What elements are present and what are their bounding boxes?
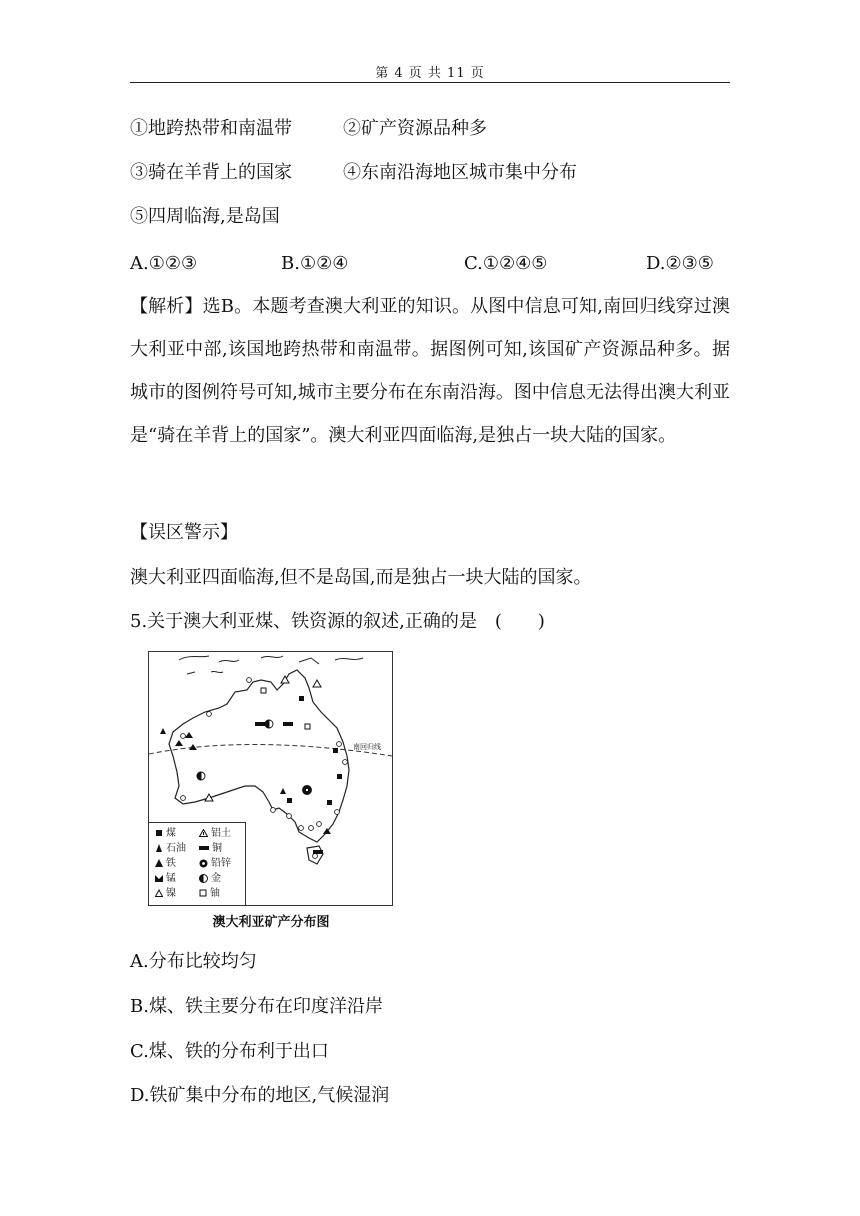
- page-header: 第 4 页 共 11 页: [375, 66, 485, 81]
- q5-option-c[interactable]: C.煤、铁的分布利于出口: [130, 1041, 329, 1062]
- legend-coal: 煤: [155, 827, 176, 840]
- legend-copper: 铜: [199, 842, 222, 855]
- australia-mineral-map: [148, 651, 393, 906]
- statement-3: ③骑在羊背上的国家: [130, 162, 292, 183]
- warning-title: 【误区警示】: [130, 522, 238, 543]
- statement-5: ⑤四周临海,是岛国: [130, 206, 280, 227]
- q4-option-c[interactable]: C.①②④⑤: [464, 253, 548, 274]
- q5-option-a[interactable]: A.分布比较均匀: [130, 951, 257, 972]
- q4-option-a[interactable]: A.①②③: [130, 253, 198, 274]
- map-caption: 澳大利亚矿产分布图: [212, 915, 330, 930]
- statement-2: ②矿产资源品种多: [343, 118, 487, 139]
- island-outline: [179, 656, 363, 674]
- legend-manganese: 锰: [155, 872, 176, 885]
- q5-option-d[interactable]: D.铁矿集中分布的地区,气候湿润: [130, 1085, 390, 1106]
- legend-lead-zinc: 铅锌: [199, 857, 231, 870]
- legend-nickel: 镍: [155, 887, 176, 900]
- legend-gold: 金: [199, 872, 221, 885]
- lead-zinc-markers: [303, 786, 312, 795]
- q5-option-b[interactable]: B.煤、铁主要分布在印度洋沿岸: [130, 996, 383, 1017]
- q4-option-d[interactable]: D.②③⑤: [646, 253, 714, 274]
- legend-uranium: 铀: [199, 887, 220, 900]
- q4-option-b[interactable]: B.①②④: [281, 253, 349, 274]
- tropic-label: 南回归线: [353, 743, 381, 751]
- header-rule: [130, 82, 730, 83]
- statement-4: ④东南沿海地区城市集中分布: [343, 162, 577, 183]
- legend-bauxite: 铝土: [199, 827, 231, 840]
- warning-text: 澳大利亚四面临海,但不是岛国,而是独占一块大陆的国家。: [130, 567, 592, 588]
- analysis-paragraph: 【解析】选B。本题考查澳大利亚的知识。从图中信息可知,南回归线穿过澳大利亚中部,该国地跨热带和南温带。据图例可知,该国矿产资源品种多。据城市的图例符号可知,城市主要分布在东南沿海。图中信息无法得出澳大利亚是“骑在羊背上的国家”。澳大利亚四面临海,是独占一块大陆的国家。: [130, 296, 730, 446]
- map-legend: [149, 822, 246, 905]
- question-5: 5.关于澳大利亚煤、铁资源的叙述,正确的是 ( ): [130, 611, 545, 632]
- legend-oil: 石油: [155, 842, 186, 855]
- statement-1: ①地跨热带和南温带: [130, 118, 292, 139]
- legend-iron: 铁: [155, 857, 176, 870]
- australia-outline: [169, 670, 349, 842]
